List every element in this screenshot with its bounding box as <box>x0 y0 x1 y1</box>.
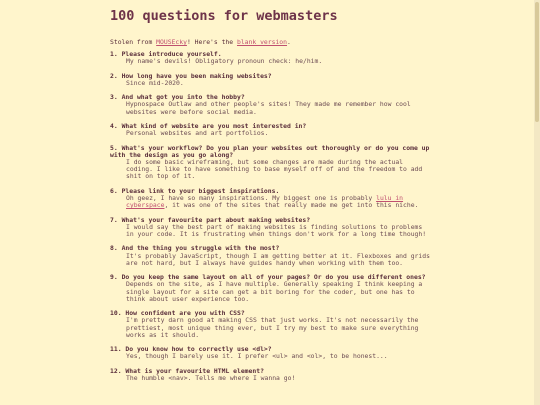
question-label: How long have you been making websites? <box>121 71 272 80</box>
question-item <box>110 310 432 339</box>
question-number: 5. <box>110 143 118 152</box>
page-title: 100 questions for webmasters <box>110 8 338 24</box>
question-item <box>110 94 432 116</box>
answer-text: Hypnospace Outlaw and other people's sites! They made me remember how cool websites were before social media. <box>126 100 411 116</box>
question-item <box>110 368 432 382</box>
question-label: How confident are you with CSS? <box>125 309 245 318</box>
question-label: What kind of website are you most interested in? <box>121 121 307 130</box>
question-label: Please introduce yourself. <box>121 50 222 58</box>
question-label: Do you know how to correctly use <dl>? <box>125 345 272 354</box>
question-number: 3. <box>110 93 118 102</box>
question-number: 12. <box>110 366 122 375</box>
question-number: 11. <box>110 345 122 354</box>
question-number: 7. <box>110 215 118 224</box>
answer-text: Personal websites and art portfolios. <box>126 129 269 138</box>
question-number: 9. <box>110 273 118 282</box>
credit-suffix: . <box>287 38 291 46</box>
question-label: Do you keep the same layout on all of your pages? Or do you use different ones? <box>121 273 426 282</box>
question-label: And the thing you struggle with the most? <box>121 244 280 253</box>
question-item <box>110 346 432 360</box>
question-item <box>110 123 432 137</box>
answer-text: Depends on the site, as I have multiple. Generally speaking I think keeping a single layout for a site can get a bit boring for the coder, but one has to think about user experience too. <box>126 280 423 303</box>
question-label: Please link to your biggest inspirations. <box>121 186 280 195</box>
question-label: What's your favourite part about making websites? <box>121 215 311 224</box>
question-list <box>110 51 432 382</box>
answer-text <box>126 195 432 209</box>
scrollbar-thumb[interactable] <box>535 2 539 122</box>
question-label: What is your favourite HTML element? <box>125 366 264 375</box>
question-item <box>110 73 432 87</box>
answer-text: I would say the best part of making websites is finding solutions to problems in your code. It is frustrating when things don't work for a long time though! <box>126 222 427 238</box>
question-item <box>110 51 432 65</box>
question-text <box>110 145 432 159</box>
credit-prefix: Stolen from <box>110 38 157 46</box>
question-label: What's your workflow? Do you plan your websites out thoroughly or do you come up with the design as you go along? <box>110 143 430 159</box>
main-content <box>110 0 432 382</box>
question-number: 6. <box>110 186 118 195</box>
question-number: 4. <box>110 121 118 130</box>
question-item <box>110 217 432 239</box>
answer-text: I'm pretty darn good at making CSS that just works. It's not necessarily the prettiest, most unique thing ever, but I try my best to make sure everything works as it should. <box>126 316 419 339</box>
answer-post: , it was one of the sites that really made me get into this niche. <box>164 201 419 210</box>
answer-text: Since mid-2020. <box>126 78 184 87</box>
question-number: 8. <box>110 244 118 253</box>
answer-text: It's probably JavaScript, though I am getting better at it. Flexboxes and grids are not hard, but I always have guides handy when working with them too. <box>126 251 430 267</box>
answer-text: I do some basic wireframing, but some changes are made during the actual coding. I like to have something to base myself off of and the freedom to add shit on top of it. <box>126 157 423 181</box>
question-label: And what got you into the hobby? <box>121 93 245 102</box>
answer-text: The humble <nav>. Tells me where I wanna go! <box>126 373 296 382</box>
answer-pre: Oh geez, I have so many inspirations. My biggest one is probably <box>126 193 377 202</box>
source-credit <box>110 38 432 46</box>
answer-text: My name's devils! Obligatory pronoun check: he/him. <box>126 57 323 66</box>
inspiration-link[interactable]: lulu in cyberspace <box>126 193 404 210</box>
question-item <box>110 274 432 303</box>
question-number: 10. <box>110 309 122 318</box>
answer-text: Yes, though I barely use it. I prefer <ul> and <ol>, to be honest... <box>126 352 388 361</box>
blank-version-link[interactable]: blank version <box>236 38 288 46</box>
question-item <box>110 145 432 181</box>
question-number: 2. <box>110 71 118 80</box>
question-number: 1. <box>110 50 118 58</box>
credit-middle: ! Here's the <box>186 38 237 46</box>
author-link[interactable]: MOUSEcky <box>156 38 187 46</box>
scrollbar[interactable] <box>534 0 540 405</box>
question-item <box>110 188 432 210</box>
question-item <box>110 245 432 267</box>
